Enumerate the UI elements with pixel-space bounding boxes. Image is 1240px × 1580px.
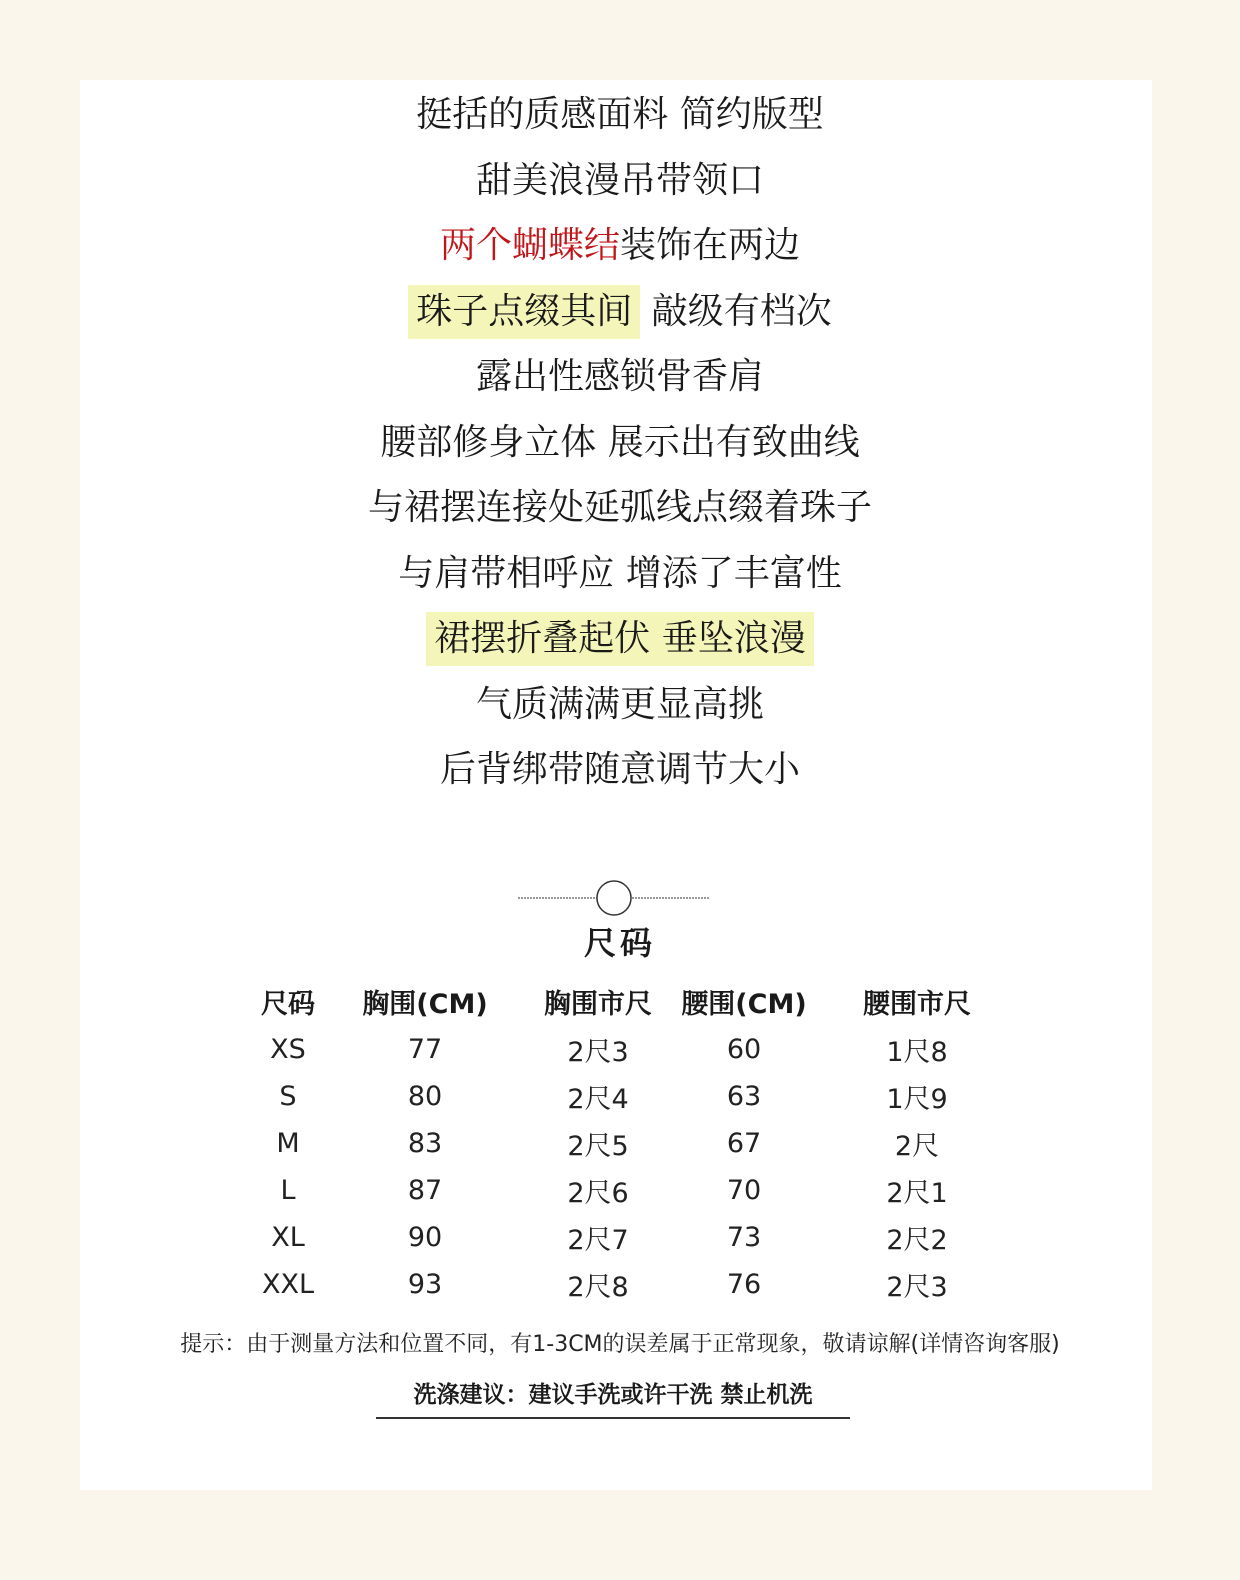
size-section-title: 尺码 xyxy=(583,924,656,962)
feature-text: 装饰在两边 xyxy=(620,225,801,266)
table-cell: 2尺1 xyxy=(886,1178,948,1209)
feature-text-highlight: 裙摆折叠起伏 垂坠浪漫 xyxy=(426,612,813,666)
table-cell: XL xyxy=(271,1222,305,1253)
header-waist-cm: 腰围(CM) xyxy=(681,988,807,1020)
feature-line xyxy=(0,279,1240,345)
table-row xyxy=(246,1120,1022,1167)
table-row xyxy=(246,1073,1022,1120)
feature-text: 甜美浪漫吊带领口 xyxy=(475,159,764,201)
feature-text: 露出性感锁骨香肩 xyxy=(475,356,764,397)
feature-line xyxy=(0,672,1240,738)
feature-text-red: 两个蝴蝶结 xyxy=(439,225,620,266)
circle-divider-icon xyxy=(518,880,710,916)
table-cell: 2尺3 xyxy=(886,1272,948,1303)
table-cell: 77 xyxy=(407,1034,443,1065)
measurement-note: 提示：由于测量方法和位置不同，有1-3CM的误差属于正常现象，敬请谅解(详情咨询客服) xyxy=(180,1332,1060,1357)
table-cell: 87 xyxy=(407,1175,443,1206)
table-cell: 2尺5 xyxy=(567,1131,629,1162)
table-cell: 60 xyxy=(726,1034,762,1065)
table-cell: 2尺2 xyxy=(886,1225,948,1256)
feature-text: 珠子点缀其间 xyxy=(416,290,633,332)
table-cell: 1尺9 xyxy=(886,1084,948,1115)
size-table xyxy=(246,976,1022,1308)
table-cell: L xyxy=(280,1175,296,1206)
feature-text-highlight xyxy=(408,285,640,339)
feature-text: 腰部修身立体 展示出有致曲线 xyxy=(380,421,860,463)
feature-line xyxy=(0,148,1240,214)
feature-text: 敲级有档次 xyxy=(651,290,832,332)
table-cell: 2尺8 xyxy=(567,1272,629,1303)
feature-line xyxy=(0,475,1240,541)
header-bust-chi: 胸围市尺 xyxy=(544,988,652,1020)
table-cell: 67 xyxy=(726,1128,762,1159)
feature-line xyxy=(0,82,1240,148)
table-cell: XXL xyxy=(261,1269,315,1300)
feature-text: 与裙摆连接处延弧线点缀着珠子 xyxy=(367,487,872,528)
header-size: 尺码 xyxy=(261,988,315,1020)
table-cell: XS xyxy=(270,1034,306,1065)
feature-text: 气质满满更显高挑 xyxy=(475,683,764,725)
table-cell: 73 xyxy=(726,1222,762,1253)
table-cell: 80 xyxy=(407,1081,443,1112)
table-cell: 70 xyxy=(726,1175,762,1206)
table-cell: 63 xyxy=(726,1081,762,1112)
table-cell: M xyxy=(276,1128,300,1159)
table-cell: 2尺7 xyxy=(567,1225,629,1256)
wash-advice: 洗涤建议：建议手洗或许干洗 禁止机洗 xyxy=(376,1376,850,1419)
table-cell: S xyxy=(279,1081,297,1112)
table-cell: 90 xyxy=(407,1222,443,1253)
feature-text: 挺括的质感面料 简约版型 xyxy=(416,94,824,135)
table-cell: 76 xyxy=(726,1269,762,1300)
feature-line xyxy=(0,410,1240,476)
feature-line xyxy=(0,737,1240,803)
size-table-header-row xyxy=(246,976,1022,1026)
table-cell: 2尺 xyxy=(894,1131,940,1162)
table-cell: 2尺3 xyxy=(567,1037,629,1068)
table-row xyxy=(246,1167,1022,1214)
feature-line xyxy=(0,541,1240,607)
table-row xyxy=(246,1261,1022,1308)
table-row xyxy=(246,1026,1022,1073)
header-waist-chi: 腰围市尺 xyxy=(863,988,971,1020)
feature-line xyxy=(0,344,1240,410)
feature-line xyxy=(0,606,1240,672)
feature-list xyxy=(0,82,1240,803)
feature-text: 与肩带相呼应 增添了丰富性 xyxy=(398,552,842,594)
table-cell: 1尺8 xyxy=(886,1037,948,1068)
table-row xyxy=(246,1214,1022,1261)
table-cell: 2尺6 xyxy=(567,1178,629,1209)
feature-text: 后背绑带随意调节大小 xyxy=(439,749,800,790)
feature-line xyxy=(0,213,1240,279)
table-cell: 83 xyxy=(407,1128,443,1159)
table-cell: 93 xyxy=(407,1269,443,1300)
table-cell: 2尺4 xyxy=(567,1084,629,1115)
header-bust-cm: 胸围(CM) xyxy=(362,988,488,1020)
